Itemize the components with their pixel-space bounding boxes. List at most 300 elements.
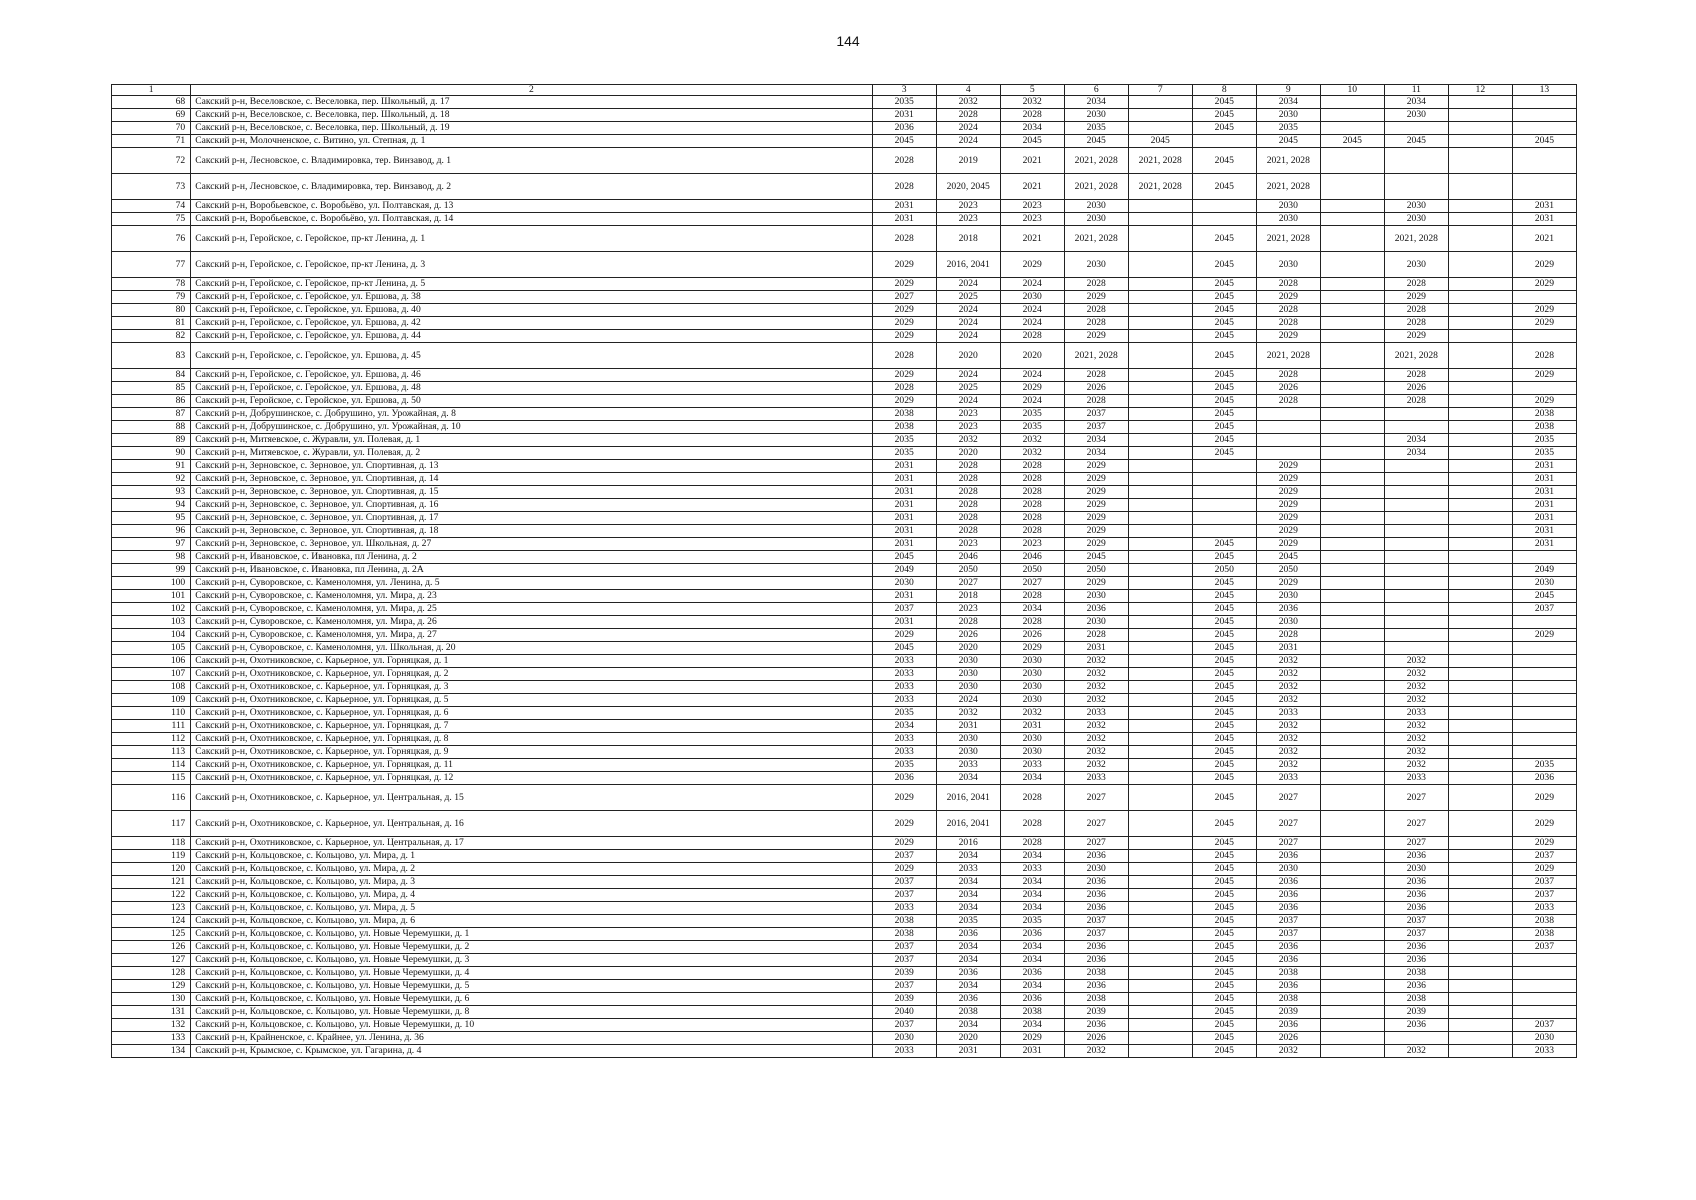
year-cell <box>1128 499 1192 512</box>
year-cell <box>1384 629 1448 642</box>
year-cell: 2024 <box>1000 317 1064 330</box>
table-row <box>112 226 1577 252</box>
year-cell: 2045 <box>1192 551 1256 564</box>
year-cell: 2024 <box>936 317 1000 330</box>
year-cell: 2034 <box>1000 1019 1064 1032</box>
address-cell: Сакский р-н, Геройское, с. Геройское, пр-кт Ленина, д. 5 <box>191 278 872 291</box>
year-cell: 2028 <box>1000 785 1064 811</box>
table-row <box>112 512 1577 525</box>
table-row <box>112 1045 1577 1058</box>
year-cell: 2028 <box>936 486 1000 499</box>
year-cell: 2029 <box>1000 642 1064 655</box>
row-number: 84 <box>112 369 191 382</box>
year-cell: 2031 <box>936 720 1000 733</box>
year-cell <box>1128 590 1192 603</box>
year-cell: 2033 <box>1384 707 1448 720</box>
year-cell <box>1128 720 1192 733</box>
year-cell: 2030 <box>1256 590 1320 603</box>
year-cell <box>1448 1006 1512 1019</box>
year-cell: 2038 <box>1256 993 1320 1006</box>
year-cell <box>1512 967 1576 980</box>
year-cell: 2035 <box>1512 759 1576 772</box>
year-cell <box>1448 785 1512 811</box>
year-cell <box>1320 382 1384 395</box>
table-row <box>112 278 1577 291</box>
year-cell <box>1448 837 1512 850</box>
year-cell: 2045 <box>1192 967 1256 980</box>
year-cell: 2034 <box>936 1019 1000 1032</box>
year-cell <box>1320 174 1384 200</box>
year-cell: 2019 <box>936 148 1000 174</box>
year-cell <box>1384 408 1448 421</box>
year-cell: 2028 <box>936 109 1000 122</box>
year-cell: 2038 <box>1064 967 1128 980</box>
year-cell <box>1512 96 1576 109</box>
year-cell: 2021, 2028 <box>1256 226 1320 252</box>
address-cell: Сакский р-н, Кольцовское, с. Кольцово, ул. Новые Черемушки, д. 6 <box>191 993 872 1006</box>
year-cell <box>1448 343 1512 369</box>
year-cell: 2033 <box>872 902 936 915</box>
year-cell: 2045 <box>1192 577 1256 590</box>
year-cell: 2031 <box>872 486 936 499</box>
year-cell: 2033 <box>1256 707 1320 720</box>
year-cell: 2030 <box>1000 655 1064 668</box>
year-cell: 2038 <box>1384 993 1448 1006</box>
year-cell: 2029 <box>1512 317 1576 330</box>
year-cell: 2032 <box>1384 733 1448 746</box>
row-number: 70 <box>112 122 191 135</box>
year-cell: 2035 <box>1256 122 1320 135</box>
year-cell: 2034 <box>1000 850 1064 863</box>
year-cell: 2030 <box>1384 213 1448 226</box>
address-cell: Сакский р-н, Охотниковское, с. Карьерное, ул. Центральная, д. 16 <box>191 811 872 837</box>
table-row <box>112 694 1577 707</box>
year-cell <box>1384 148 1448 174</box>
year-cell <box>1192 512 1256 525</box>
column-header-5: 5 <box>1000 85 1064 96</box>
year-cell <box>1320 213 1384 226</box>
year-cell <box>1128 642 1192 655</box>
year-cell <box>1320 473 1384 486</box>
year-cell: 2032 <box>936 96 1000 109</box>
year-cell: 2032 <box>1384 1045 1448 1058</box>
table-row <box>112 603 1577 616</box>
year-cell: 2031 <box>1000 720 1064 733</box>
year-cell <box>1192 135 1256 148</box>
year-cell: 2036 <box>1384 876 1448 889</box>
year-cell: 2036 <box>1064 876 1128 889</box>
year-cell: 2032 <box>1064 668 1128 681</box>
year-cell <box>1448 629 1512 642</box>
year-cell: 2045 <box>1192 993 1256 1006</box>
address-cell: Сакский р-н, Зерновское, с. Зерновое, ул. Спортивная, д. 13 <box>191 460 872 473</box>
row-number: 118 <box>112 837 191 850</box>
year-cell <box>1128 616 1192 629</box>
address-cell: Сакский р-н, Молочненское, с. Витино, ул. Степная, д. 1 <box>191 135 872 148</box>
row-number: 91 <box>112 460 191 473</box>
year-cell <box>1192 525 1256 538</box>
year-cell: 2029 <box>1512 785 1576 811</box>
year-cell: 2023 <box>936 200 1000 213</box>
year-cell <box>1128 343 1192 369</box>
year-cell: 2021 <box>1000 226 1064 252</box>
year-cell: 2024 <box>1000 278 1064 291</box>
year-cell: 2036 <box>1064 850 1128 863</box>
address-cell: Сакский р-н, Охотниковское, с. Карьерное, ул. Горняцкая, д. 2 <box>191 668 872 681</box>
row-number: 129 <box>112 980 191 993</box>
year-cell: 2045 <box>1192 837 1256 850</box>
year-cell: 2037 <box>1512 889 1576 902</box>
year-cell: 2030 <box>1384 109 1448 122</box>
address-cell: Сакский р-н, Суворовское, с. Каменоломня, ул. Мира, д. 27 <box>191 629 872 642</box>
year-cell: 2029 <box>1064 499 1128 512</box>
year-cell: 2045 <box>1192 668 1256 681</box>
year-cell <box>1320 915 1384 928</box>
year-cell <box>1448 226 1512 252</box>
year-cell <box>1512 291 1576 304</box>
address-cell: Сакский р-н, Кольцовское, с. Кольцово, ул. Новые Черемушки, д. 5 <box>191 980 872 993</box>
year-cell: 2024 <box>936 122 1000 135</box>
year-cell: 2030 <box>936 668 1000 681</box>
year-cell: 2030 <box>1064 616 1128 629</box>
year-cell <box>1448 980 1512 993</box>
year-cell: 2036 <box>1384 941 1448 954</box>
year-cell <box>1448 772 1512 785</box>
year-cell: 2032 <box>936 707 1000 720</box>
year-cell: 2034 <box>1000 954 1064 967</box>
year-cell: 2032 <box>1000 96 1064 109</box>
year-cell: 2033 <box>872 668 936 681</box>
year-cell: 2045 <box>1192 122 1256 135</box>
year-cell <box>1384 603 1448 616</box>
year-cell: 2035 <box>1064 122 1128 135</box>
year-cell: 2026 <box>1256 1032 1320 1045</box>
year-cell: 2020 <box>936 642 1000 655</box>
year-cell: 2032 <box>1000 707 1064 720</box>
table-row <box>112 1032 1577 1045</box>
year-cell: 2032 <box>1064 694 1128 707</box>
row-number: 80 <box>112 304 191 317</box>
year-cell: 2018 <box>936 226 1000 252</box>
year-cell: 2029 <box>1256 512 1320 525</box>
row-number: 85 <box>112 382 191 395</box>
address-cell: Сакский р-н, Суворовское, с. Каменоломня, ул. Мира, д. 25 <box>191 603 872 616</box>
year-cell: 2045 <box>1192 538 1256 551</box>
address-cell: Сакский р-н, Охотниковское, с. Карьерное, ул. Горняцкая, д. 9 <box>191 746 872 759</box>
year-cell: 2029 <box>1064 538 1128 551</box>
row-number: 107 <box>112 668 191 681</box>
address-cell: Сакский р-н, Геройское, с. Геройское, пр-кт Ленина, д. 1 <box>191 226 872 252</box>
year-cell: 2031 <box>1512 200 1576 213</box>
year-cell <box>1320 850 1384 863</box>
year-cell: 2045 <box>1192 317 1256 330</box>
table-row <box>112 629 1577 642</box>
row-number: 104 <box>112 629 191 642</box>
year-cell: 2029 <box>872 278 936 291</box>
year-cell: 2037 <box>1256 915 1320 928</box>
year-cell: 2034 <box>1064 434 1128 447</box>
year-cell: 2031 <box>1512 473 1576 486</box>
year-cell <box>1448 551 1512 564</box>
year-cell <box>1448 889 1512 902</box>
year-cell <box>1128 811 1192 837</box>
year-cell <box>1128 486 1192 499</box>
year-cell: 2038 <box>1512 915 1576 928</box>
year-cell: 2034 <box>936 902 1000 915</box>
year-cell <box>1128 915 1192 928</box>
year-cell: 2045 <box>1192 434 1256 447</box>
year-cell: 2029 <box>1064 291 1128 304</box>
year-cell <box>1128 941 1192 954</box>
year-cell <box>1384 642 1448 655</box>
address-cell: Сакский р-н, Суворовское, с. Каменоломня, ул. Ленина, д. 5 <box>191 577 872 590</box>
year-cell: 2028 <box>936 499 1000 512</box>
year-cell: 2039 <box>1256 1006 1320 1019</box>
row-number: 79 <box>112 291 191 304</box>
table-row <box>112 486 1577 499</box>
year-cell <box>1512 993 1576 1006</box>
table-row <box>112 460 1577 473</box>
row-number: 90 <box>112 447 191 460</box>
year-cell <box>1320 642 1384 655</box>
year-cell <box>1320 759 1384 772</box>
header-row <box>112 85 1577 96</box>
year-cell: 2030 <box>872 577 936 590</box>
year-cell <box>1448 421 1512 434</box>
year-cell: 2033 <box>1512 902 1576 915</box>
year-cell: 2050 <box>1192 564 1256 577</box>
year-cell <box>1448 174 1512 200</box>
year-cell: 2029 <box>1000 1032 1064 1045</box>
year-cell: 2036 <box>1064 941 1128 954</box>
year-cell <box>1512 174 1576 200</box>
year-cell: 2029 <box>1064 525 1128 538</box>
table-row <box>112 642 1577 655</box>
year-cell: 2023 <box>1000 200 1064 213</box>
year-cell: 2026 <box>936 629 1000 642</box>
year-cell: 2032 <box>1256 694 1320 707</box>
year-cell: 2045 <box>1192 291 1256 304</box>
year-cell: 2045 <box>1064 551 1128 564</box>
year-cell <box>1320 252 1384 278</box>
year-cell <box>1128 122 1192 135</box>
year-cell: 2029 <box>1000 252 1064 278</box>
year-cell: 2029 <box>872 330 936 343</box>
year-cell <box>1128 954 1192 967</box>
year-cell: 2036 <box>1064 980 1128 993</box>
year-cell: 2045 <box>1192 603 1256 616</box>
address-cell: Сакский р-н, Охотниковское, с. Карьерное, ул. Горняцкая, д. 11 <box>191 759 872 772</box>
year-cell <box>1320 408 1384 421</box>
year-cell: 2045 <box>1192 629 1256 642</box>
year-cell <box>1128 538 1192 551</box>
year-cell: 2033 <box>1512 1045 1576 1058</box>
year-cell: 2028 <box>872 343 936 369</box>
year-cell: 2037 <box>1512 876 1576 889</box>
year-cell: 2030 <box>1384 863 1448 876</box>
year-cell <box>1320 616 1384 629</box>
year-cell: 2028 <box>872 148 936 174</box>
year-cell: 2023 <box>1000 213 1064 226</box>
year-cell <box>1128 668 1192 681</box>
year-cell <box>1512 148 1576 174</box>
year-cell: 2045 <box>1192 616 1256 629</box>
year-cell <box>1448 850 1512 863</box>
year-cell: 2028 <box>1000 473 1064 486</box>
year-cell <box>1128 993 1192 1006</box>
year-cell <box>1512 122 1576 135</box>
year-cell: 2029 <box>872 252 936 278</box>
year-cell <box>1320 577 1384 590</box>
year-cell: 2032 <box>1000 447 1064 460</box>
row-number: 95 <box>112 512 191 525</box>
address-cell: Сакский р-н, Охотниковское, с. Карьерное, ул. Центральная, д. 15 <box>191 785 872 811</box>
year-cell <box>1128 1032 1192 1045</box>
year-cell: 2028 <box>1512 343 1576 369</box>
year-cell: 2032 <box>1384 668 1448 681</box>
address-cell: Сакский р-н, Геройское, с. Геройское, пр-кт Ленина, д. 3 <box>191 252 872 278</box>
row-number: 131 <box>112 1006 191 1019</box>
row-number: 97 <box>112 538 191 551</box>
year-cell: 2029 <box>1512 278 1576 291</box>
year-cell <box>1320 434 1384 447</box>
year-cell <box>1512 668 1576 681</box>
year-cell <box>1448 1045 1512 1058</box>
year-cell <box>1320 278 1384 291</box>
row-number: 117 <box>112 811 191 837</box>
year-cell: 2045 <box>872 642 936 655</box>
row-number: 101 <box>112 590 191 603</box>
year-cell: 2030 <box>1064 863 1128 876</box>
year-cell: 2028 <box>1256 278 1320 291</box>
year-cell: 2031 <box>872 590 936 603</box>
year-cell: 2035 <box>872 707 936 720</box>
year-cell: 2032 <box>1256 733 1320 746</box>
year-cell <box>1448 941 1512 954</box>
address-cell: Сакский р-н, Кольцовское, с. Кольцово, ул. Мира, д. 5 <box>191 902 872 915</box>
row-number: 77 <box>112 252 191 278</box>
row-number: 103 <box>112 616 191 629</box>
table-row <box>112 109 1577 122</box>
year-cell: 2028 <box>1384 317 1448 330</box>
year-cell: 2045 <box>1192 707 1256 720</box>
year-cell <box>1192 486 1256 499</box>
year-cell: 2032 <box>1064 655 1128 668</box>
year-cell: 2045 <box>1192 850 1256 863</box>
year-cell: 2038 <box>872 408 936 421</box>
year-cell: 2031 <box>872 538 936 551</box>
year-cell: 2029 <box>1256 538 1320 551</box>
year-cell: 2033 <box>872 1045 936 1058</box>
year-cell: 2024 <box>936 278 1000 291</box>
row-number: 119 <box>112 850 191 863</box>
year-cell <box>1448 148 1512 174</box>
year-cell: 2045 <box>1192 655 1256 668</box>
year-cell <box>1192 473 1256 486</box>
address-cell: Сакский р-н, Охотниковское, с. Карьерное, ул. Горняцкая, д. 12 <box>191 772 872 785</box>
year-cell <box>1128 1019 1192 1032</box>
year-cell: 2027 <box>1064 837 1128 850</box>
year-cell: 2030 <box>1000 746 1064 759</box>
year-cell <box>1384 577 1448 590</box>
year-cell: 2031 <box>1512 499 1576 512</box>
table-row <box>112 525 1577 538</box>
year-cell: 2023 <box>1000 538 1064 551</box>
year-cell: 2020 <box>1000 343 1064 369</box>
year-cell: 2027 <box>1384 811 1448 837</box>
year-cell: 2026 <box>1064 1032 1128 1045</box>
year-cell: 2024 <box>936 304 1000 317</box>
year-cell <box>1512 707 1576 720</box>
row-number: 74 <box>112 200 191 213</box>
year-cell: 2033 <box>936 759 1000 772</box>
year-cell: 2034 <box>1064 447 1128 460</box>
row-number: 116 <box>112 785 191 811</box>
year-cell: 2038 <box>1512 928 1576 941</box>
year-cell: 2033 <box>872 733 936 746</box>
year-cell: 2028 <box>936 525 1000 538</box>
year-cell: 2026 <box>1256 382 1320 395</box>
year-cell: 2031 <box>872 460 936 473</box>
year-cell: 2034 <box>1000 980 1064 993</box>
year-cell: 2023 <box>936 603 1000 616</box>
year-cell: 2045 <box>872 135 936 148</box>
year-cell: 2036 <box>1384 980 1448 993</box>
year-cell: 2016, 2041 <box>936 811 1000 837</box>
year-cell: 2034 <box>1000 889 1064 902</box>
table-row <box>112 915 1577 928</box>
row-number: 120 <box>112 863 191 876</box>
year-cell <box>1384 564 1448 577</box>
table-row <box>112 317 1577 330</box>
row-number: 71 <box>112 135 191 148</box>
year-cell: 2033 <box>936 863 1000 876</box>
year-cell: 2049 <box>1512 564 1576 577</box>
year-cell: 2032 <box>1256 759 1320 772</box>
table-row <box>112 538 1577 551</box>
year-cell: 2034 <box>936 850 1000 863</box>
year-cell: 2027 <box>1256 811 1320 837</box>
year-cell: 2028 <box>1256 317 1320 330</box>
year-cell <box>1448 746 1512 759</box>
year-cell: 2037 <box>872 876 936 889</box>
table-row <box>112 655 1577 668</box>
address-cell: Сакский р-н, Охотниковское, с. Карьерное, ул. Горняцкая, д. 5 <box>191 694 872 707</box>
year-cell: 2037 <box>872 980 936 993</box>
year-cell <box>1320 746 1384 759</box>
year-cell: 2031 <box>1000 1045 1064 1058</box>
year-cell <box>1128 447 1192 460</box>
year-cell <box>1320 811 1384 837</box>
year-cell <box>1320 772 1384 785</box>
year-cell <box>1448 96 1512 109</box>
year-cell: 2037 <box>1064 915 1128 928</box>
address-cell: Сакский р-н, Веселовское, с. Веселовка, пер. Школьный, д. 19 <box>191 122 872 135</box>
year-cell: 2033 <box>872 694 936 707</box>
year-cell: 2030 <box>1000 733 1064 746</box>
year-cell: 2029 <box>1512 252 1576 278</box>
year-cell <box>1448 915 1512 928</box>
year-cell: 2045 <box>1384 135 1448 148</box>
year-cell <box>1448 733 1512 746</box>
year-cell: 2029 <box>1384 330 1448 343</box>
year-cell: 2028 <box>1064 395 1128 408</box>
year-cell: 2045 <box>1192 174 1256 200</box>
year-cell: 2036 <box>1064 889 1128 902</box>
year-cell: 2045 <box>1192 720 1256 733</box>
row-number: 109 <box>112 694 191 707</box>
row-number: 81 <box>112 317 191 330</box>
